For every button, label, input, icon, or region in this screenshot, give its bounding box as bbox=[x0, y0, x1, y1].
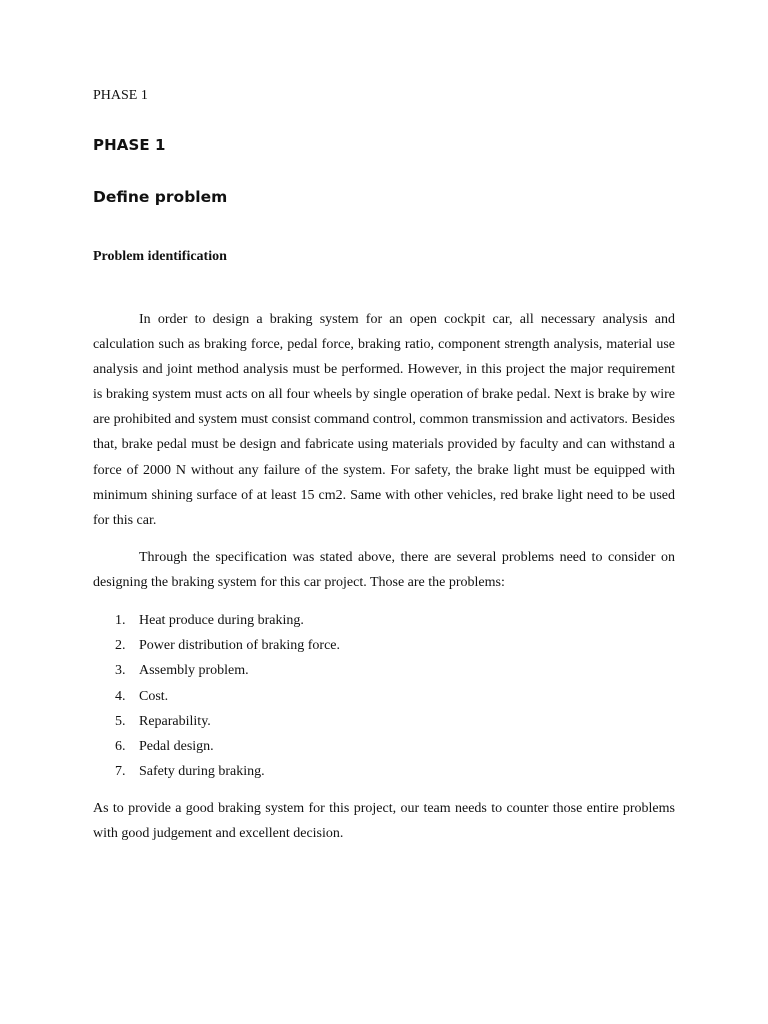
list-item-text: Power distribution of braking force. bbox=[139, 638, 341, 654]
phase-title: PHASE 1 bbox=[93, 136, 166, 154]
list-item-number: 4. bbox=[115, 688, 126, 704]
list-item-number: 2. bbox=[115, 638, 126, 654]
list-item-text: Assembly problem. bbox=[139, 663, 249, 679]
list-item bbox=[93, 684, 340, 709]
list-item-number: 6. bbox=[115, 739, 126, 755]
list-item bbox=[93, 709, 340, 734]
list-item-number: 3. bbox=[115, 663, 126, 679]
section-title: Define problem bbox=[93, 188, 228, 206]
running-header: PHASE 1 bbox=[93, 88, 148, 103]
list-item-number: 5. bbox=[115, 713, 126, 729]
conclusion-paragraph: As to provide a good braking system for this project, our team needs to counter those entire problems with good judgement and excellent decision. bbox=[93, 801, 675, 842]
list-item bbox=[93, 734, 340, 759]
list-item-text: Heat produce during braking. bbox=[139, 613, 304, 628]
list-item-text: Pedal design. bbox=[139, 739, 214, 755]
list-item bbox=[93, 633, 340, 658]
list-item-number: 7. bbox=[115, 764, 126, 780]
intro-paragraph: In order to design a braking system for an open cockpit car, all necessary analysis and calculation such as braking force, pedal force, braking ratio, component strength analysis, material use analysis and joint method analysis must be performed. However, in this project the major requirement is braking system must acts on all four wheels by single operation of brake pedal. Next is brake by wire are prohibited and system must consist command control, common transmission and activators. Besides that, brake pedal must be design and fabricate using materials provided by faculty and can withstand a force of 2000 N without any failure of the system. For safety, the brake light must be equipped with minimum shining surface of at least 15 cm2. Same with other vehicles, red brake light need to be used for this car. bbox=[93, 312, 675, 528]
problem-list bbox=[93, 608, 340, 784]
list-item bbox=[93, 759, 340, 784]
list-item bbox=[93, 658, 340, 683]
subsection-title: Problem identification bbox=[93, 249, 227, 264]
list-item bbox=[93, 608, 340, 633]
list-item-text: Cost. bbox=[139, 688, 169, 704]
list-item-number: 1. bbox=[115, 613, 126, 628]
list-item-text: Reparability. bbox=[139, 713, 211, 729]
list-item-text: Safety during braking. bbox=[139, 764, 265, 780]
problems-intro-paragraph: Through the specification was stated above, there are several problems need to consider on designing the braking system for this car project. Those are the problems: bbox=[93, 550, 675, 591]
